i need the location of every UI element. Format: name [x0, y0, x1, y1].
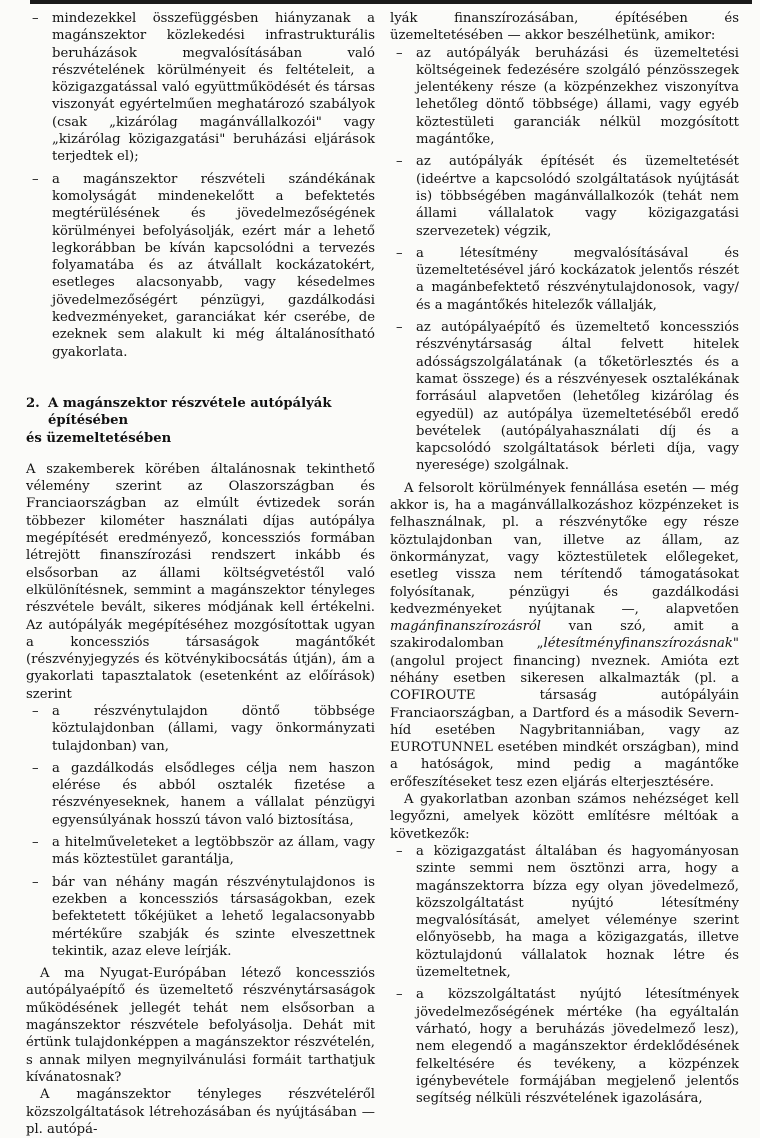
list-item: – az autópályák beruházási és üzemeltetési költségeinek fedezésére szolgáló pénzösszegek jelentékeny része (a közpénzekhez viszonyítva lehetőleg döntő többsége) állami, vagy egyéb köztestületi garanciák nélkül mozgósított magántőke, — [390, 45, 739, 149]
list-item: – a közszolgáltatást nyújtó létesítmények jövedelmezőségének mértéke (ha egyáltalán várható, hogy a beruházás jövedelmező lesz), nem elegendő a magánszektor érdeklődésének felkeltésére és tevékeny, a közpénzek igénybevétele formájában megjelenő jelentős segítség nélküli részvételének igazolására, — [390, 986, 739, 1107]
paragraph-text: " (angolul project financing) nveznek. Amióta ezt néhány esetben sikeresen alkalmazták (pl. a COFIROUTE társaság autópályáin Franciaországban, a Dartford és a második Severn-híd esetében Nagybritanniában, vagy az EUROTUNNEL esetében mindkét országban), mind a hatóságok, mind pedig a magántőke erőfeszítéseket tesz ezen eljárás elterjesztésére. — [390, 636, 739, 790]
paragraph: A ma Nyugat-Európában létező koncessziós autópályaépítő és üzemeltető részvénytársaságok működésének jellegét tehát nem elsősorban a magánszektor részvétele befolyásolja. Dehát mit értünk tulajdonképpen a magánszektor részvételén, s annak milyen megnyilvánulási formáit tarthatjuk kívánatosnak? — [26, 966, 375, 1085]
paragraph-text: A felsorolt körülmények fennállása esetén — még akkor is, ha a magánvállalkozáshoz közpénzeket is felhasználnak, pl. a részvénytőke egy része köztulajdonban van, illetve az állam, az önkormányzat, vagy köztestületek előlegeket, esetleg vissza nem térítendő támogatásokat folyósítanak, pénzügyi és gazdálkodási kedvezményeket nyújtanak —, alapvetően — [390, 480, 739, 617]
list-item: – az autópályaépítő és üzemeltető koncessziós részvénytársaság által felvett hitelek adósságszolgálatának (a tőketörlesztés és a kamat összege) és a részvényesek osztalékának forrásául alapvetően (lehetőleg kizárólag és egyedül) az autópálya üzemeltetéséből eredő bevételek (autópályahasználati díj és a kapcsolódó szolgáltatások bérleti díja, vagy nyeresége) szolgálnak. — [390, 319, 739, 475]
left-column — [26, 10, 375, 1138]
italic-term: létesítményfinanszírozásnak — [543, 636, 733, 652]
list-item: – bár van néhány magán részvénytulajdonos is ezekben a koncessziós társaságokban, ezek befektetett tőkéjüket a lehető legalacsonyabb mértékűre szabják és szinte elveszettnek tekintik, azaz eleve leírják. — [26, 874, 375, 960]
paragraph: A szakemberek körében általánosnak tekinthető vélemény szerint az Olaszországban és Franciaországban az elmúlt évtizedek során többezer kilométer használati díjas autópálya megépítését eredményező, koncessziós formában létrejött finanszírozási rendszert inkább és elsősorban az állami költségvetéstől való elkülönítésnek, semmint a magánszektor tényleges részvétele bevált, sikeres módjának kell értékelni. Az autópályák megépítéséhez mozgósítottak ugyan a koncessziós társaságok magántőkét (részvényjegyzés és kötvénykibocsátás útján), ám a gyakorlati tapasztalatok (esetenként az előírások) szerint — [26, 461, 375, 702]
italic-term: magánfinanszírozásról — [390, 619, 542, 635]
list-item: – a létesítmény megvalósításával és üzemeltetésével járó kockázatok jelentős részét a magánbefektető részvénytulajdonosok, vagy/és a magántőkés hitelezők vállalják, — [390, 245, 739, 314]
list-item: – az autópályák építését és üzemeltetését (ideértve a kapcsolódó szolgáltatások nyújtását is) többségében magánvállalkozók (tehát nem állami vállalatok vagy közigazgatási szervezetek) végzik, — [390, 153, 739, 239]
top-rule — [30, 0, 752, 4]
list-item: – a gazdálkodás elsődleges célja nem haszon elérése és abból osztalék fizetése a részvényeseknek, hanem a vállalat pénzügyi egyensúlyának hosszú távon való biztosítása, — [26, 760, 375, 829]
list-item: – a részvénytulajdon döntő többsége köztulajdonban (állami, vagy önkormányzati tulajdonban) van, — [26, 703, 375, 755]
section-title-line-2: és üzemeltetésében — [26, 430, 172, 446]
right-column — [390, 10, 739, 1112]
paragraph: A magánszektor tényleges részvételéről közszolgáltatások létrehozásában és nyújtásában — pl. autópá- — [26, 1087, 375, 1137]
paragraph-text: van szó, amit a szakirodalomban „ — [390, 619, 739, 652]
section-number: 2. — [26, 395, 40, 411]
list-item: – a magánszektor részvételi szándékának komolyságát mindenekelőtt a befektetés megtérülésének és jövedelmezőségének körülményei befolyásolják, ezért már a lehető legkorábban be kíván kapcsolódni a tervezés folyamatába és az átvállalt kockázatokért, esetleges alacsonyabb, vagy késedelmes jövedelmezőségért pénzügyi, gazdálkodási kedvezményeket, garanciákat kér cserébe, de ezeknek sem alakult ki még általánosítható gyakorlata. — [26, 171, 375, 361]
section-title-line-1: A magánszektor részvétele autópályák építésében — [48, 395, 332, 429]
section-heading — [26, 395, 375, 447]
paragraph: lyák finanszírozásában, építésében és üzemeltetésében — akkor beszélhetünk, amikor: — [390, 11, 739, 44]
paragraph — [390, 480, 739, 791]
paragraph: A gyakorlatban azonban számos nehézséget kell legyőzni, amelyek között említésre méltóak a következők: — [390, 792, 739, 842]
list-item: – a közigazgatást általában és hagyományosan szinte semmi nem ösztönzi arra, hogy a magánszektorra bízza egy olyan jövedelmező, közszolgáltatást nyújtó létesítmény megvalósítását, amelyet véleménye szerint előnyösebb, ha maga a közigazgatás, illetve köztulajdonú vállalatok hoznak létre és üzemeltetnek, — [390, 843, 739, 981]
list-item: – mindezekkel összefüggésben hiányzanak a magánszektor közlekedési infrastrukturális beruházások megvalósításában való részvételének körülményeit és feltételeit, a közigazgatással való együttműködését és társas viszonyát egyértelműen meghatározó szabályok (csak „kizárólag magánvállalkozói" vagy „kizárólag közigazgatási" beruházási eljárások terjedtek el); — [26, 10, 375, 166]
list-item: – a hitelműveleteket a legtöbbször az állam, vagy más köztestület garantálja, — [26, 834, 375, 869]
